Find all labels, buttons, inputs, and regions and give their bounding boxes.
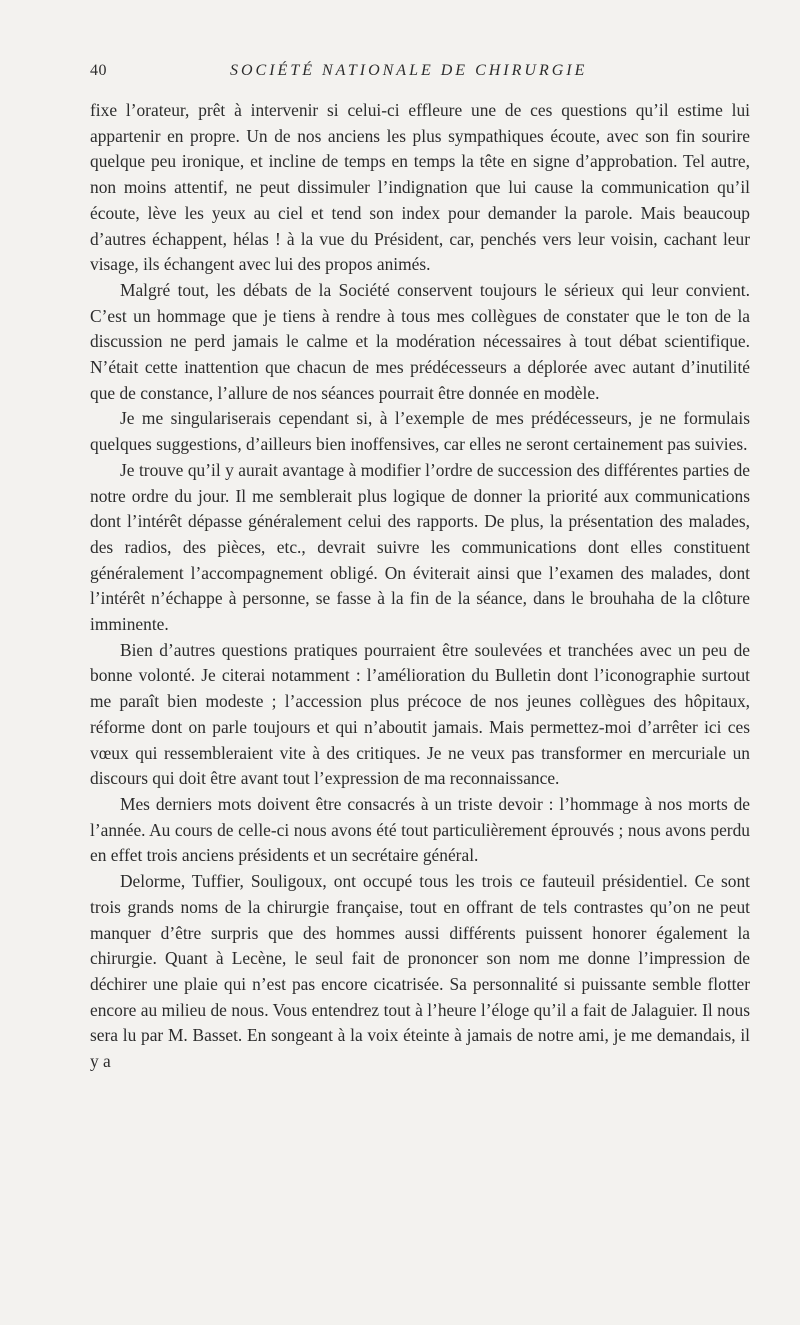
paragraph-2: Malgré tout, les débats de la Société conservent toujours le sérieux qui leur convient. C’est un hommage que je tiens à rendre à tous mes collègues de constater que le ton de la discussion ne perd jamais le calme et la modération nécessaires à tout débat scientifique. N’était cette inattention que chacun de mes prédécesseurs a déplorée avec autant d’inutilité que de constance, l’allure de nos séances pourrait être donnée en modèle. (90, 279, 750, 403)
page-header (90, 62, 750, 86)
paragraph-7: Delorme, Tuffier, Souligoux, ont occupé tous les trois ce fauteuil présidentiel. Ce sont trois grands noms de la chirurgie française, tout en offrant de tels contrastes qu’on ne peut manquer d’être surpris que des hommes aussi différents puissent honorer également la chirurgie. Quant à Lecène, le seul fait de prononcer son nom me donne l’impression de déchirer une plaie qui n’est pas encore cicatrisée. Sa personnalité si puissante semble flotter encore au milieu de nous. Vous entendrez tout à l’heure l’éloge qu’il a fait de Jalaguier. Il nous sera lu par M. Basset. En songeant à la voix éteinte à jamais de notre ami, je me demandais, il y a (90, 871, 750, 1072)
running-head: SOCIÉTÉ NATIONALE DE CHIRURGIE (230, 62, 588, 79)
paragraph-6: Mes derniers mots doivent être consacrés à un triste devoir : l’hommage à nos morts de l’année. Au cours de celle-ci nous avons été tout particulièrement éprouvés ; nous avons perdu en effet trois anciens présidents et un secrétaire général. (90, 793, 750, 866)
page-number: 40 (90, 62, 107, 79)
paragraph-3: Je me singulariserais cependant si, à l’exemple de mes prédécesseurs, je ne formulais quelques suggestions, d’ailleurs bien inoffensives, car elles ne seront certainement pas suivies. (90, 408, 750, 455)
paragraph-4: Je trouve qu’il y aurait avantage à modifier l’ordre de succession des différentes parties de notre ordre du jour. Il me semblerait plus logique de donner la priorité aux communications dont l’intérêt dépasse généralement celui des rapports. De plus, la présentation des malades, des radios, des pièces, etc., devrait suivre les communications dont elles constituent généralement l’accompagnement obligé. On éviterait ainsi que l’examen des malades, dont l’intérêt n’échappe à personne, se fasse à la fin de la séance, dans le brouhaha de la clôture imminente. (90, 459, 750, 635)
body-text (90, 98, 750, 1075)
paragraph-1: fixe l’orateur, prêt à intervenir si celui-ci effleure une de ces questions qu’il estime lui appartenir en propre. Un de nos anciens les plus sympathiques écoute, avec son fin sourire quelque peu ironique, et incline de temps en temps la tête en signe d’approbation. Tel autre, non moins attentif, ne peut dissimuler l’indignation que lui cause la communication qu’il écoute, lève les yeux au ciel et tend son index pour demander la parole. Mais beaucoup d’autres échappent, hélas ! à la vue du Président, car, penchés vers leur voisin, cachant leur visage, ils échangent avec lui des propos animés. (90, 100, 750, 275)
paragraph-5: Bien d’autres questions pratiques pourraient être soulevées et tranchées avec un peu de bonne volonté. Je citerai notamment : l’amélioration du Bulletin dont l’iconographie surtout me paraît bien modeste ; l’accession plus précoce de nos jeunes collègues des hôpitaux, réforme dont on parle toujours et qui n’aboutit jamais. Mais permettez-moi d’arrêter ici ces vœux qui ressembleraient vite à des critiques. Je ne veux pas transformer en mercuriale un discours qui doit être avant tout l’expression de ma reconnaissance. (90, 639, 750, 789)
